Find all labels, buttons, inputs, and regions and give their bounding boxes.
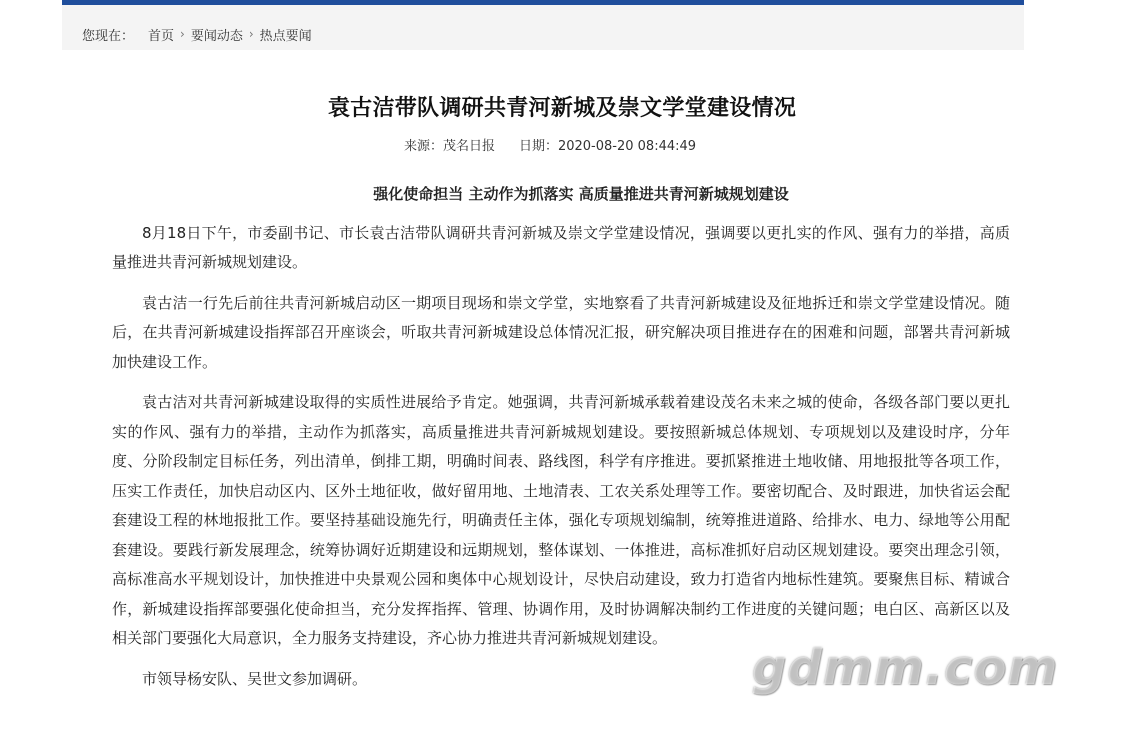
article-subheading: 强化使命担当 主动作为抓落实 高质量推进共青河新城规划建设 — [373, 185, 789, 203]
article-paragraph: 市领导杨安队、吴世文参加调研。 — [142, 669, 368, 688]
article-meta — [0, 135, 1100, 154]
site-watermark: gdmm.com — [752, 640, 1059, 696]
page-title: 袁古洁带队调研共青河新城及崇文学堂建设情况 — [327, 95, 797, 121]
breadcrumb-prefix: 您现在： — [82, 28, 135, 44]
chevron-right-icon: › — [180, 27, 185, 41]
breadcrumb-hot-news-link[interactable]: 热点要闻 — [259, 28, 312, 44]
article-paragraph: 袁古洁一行先后前往共青河新城启动区一期项目现场和崇文学堂，实地察看了共青河新城建设及征地拆迁和崇文学堂建设情况。随后，在共青河新城建设指挥部召开座谈会，听取共青河新城建设总体情况汇报，研究解决项目推进存在的困难和问题，部署共青河新城加快建设工作。 — [112, 293, 1010, 371]
chevron-right-icon: › — [248, 27, 254, 41]
article-paragraph: 袁古洁对共青河新城建设取得的实质性进展给予肯定。她强调，共青河新城承载着建设茂名未来之城的使命，各级各部门要以更扎实的作风、强有力的举措，主动作为抓落实，高质量推进共青河新城规划建设。要按照新城总体规划、专项规划以及建设时序，分年度、分阶段制定目标任务，列出清单，倒排工期，明确时间表、路线图，科学有序推进。要抓紧推进土地收储、用地报批等各项工作，压实工作责任，加快启动区内、区外土地征收，做好留用地、土地清表、工农关系处理等工作。要密切配合、及时跟进，加快省运会配套建设工程的林地报批工作。要坚持基础设施先行，明确责任主体，强化专项规划编制，统筹推进道路、给排水、电力、绿地等公用配套建设。要践行新发展理念，统筹协调好近期建设和远期规划，整体谋划、一体推进，高标准抓好启动区规划建设。要突出理念引领，高标准高水平规划设计，加快推进中央景观公园和奥体中心规划设计，尽快启动建设，致力打造省内地标性建筑。要聚焦目标、精诚合作，新城建设指挥部要强化使命担当，充分发挥指挥、管理、协调作用，及时协调解决制约工作进度的关键问题；电白区、高新区以及相关部门要强化大局意识，全力服务支持建设，齐心协力推进共青河新城规划建设。 — [112, 393, 1010, 647]
article-body — [112, 180, 1010, 705]
breadcrumb — [82, 25, 312, 43]
breadcrumb-news-link[interactable]: 要闻动态 — [190, 28, 243, 44]
breadcrumb-home-link[interactable]: 首页 — [148, 28, 175, 44]
article-paragraph: 8月18日下午，市委副书记、市长袁古洁带队调研共青河新城及崇文学堂建设情况，强调要以更扎实的作风、强有力的举措，高质量推进共青河新城规划建设。 — [112, 223, 1010, 271]
article-source: 来源：茂名日报 — [403, 139, 495, 154]
article-date: 日期：2020-08-20 08:44:49 — [518, 139, 697, 154]
